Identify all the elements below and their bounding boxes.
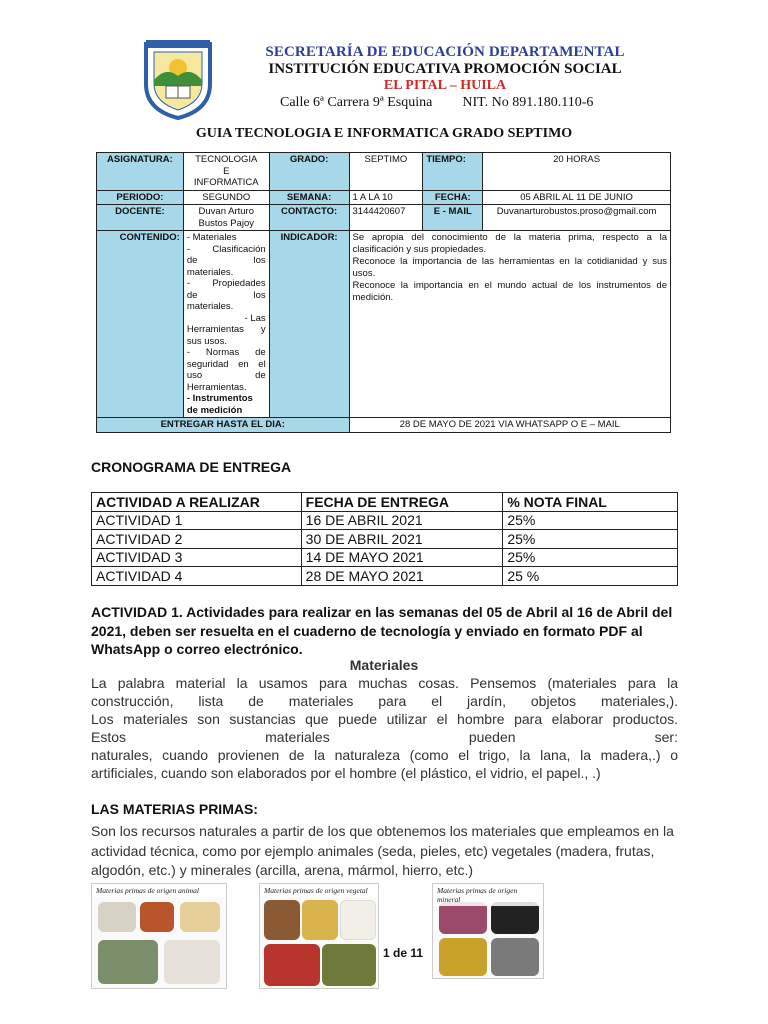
materiales-paragraph xyxy=(91,674,678,782)
fecha-label: FECHA: xyxy=(423,190,483,205)
contenido-label: CONTENIDO: xyxy=(97,231,184,418)
contenido-line-bold: de medición xyxy=(186,404,243,416)
contenido-line: Herramientas y xyxy=(186,324,266,335)
entregar-label: ENTREGAR HASTA EL DIA: xyxy=(97,418,350,433)
table-cell: ACTIVIDAD 1 xyxy=(92,511,302,530)
image-caption: Materias primas de origen vegetal xyxy=(260,884,378,897)
address-line xyxy=(280,95,593,111)
paragraph-line: construcción, lista de materiales para el jardín, objetos materiales,). xyxy=(91,693,678,709)
table-row xyxy=(92,567,678,586)
vegetal-raw-materials-image xyxy=(259,883,379,989)
contenido-line: - Propiedades xyxy=(186,278,266,289)
grado-label: GRADO: xyxy=(269,153,349,191)
table-row xyxy=(92,530,678,549)
table-cell: 14 DE MAYO 2021 xyxy=(301,548,503,567)
table-cell: 25% xyxy=(503,548,678,567)
semana-label: SEMANA: xyxy=(269,190,349,205)
materias-primas-heading: LAS MATERIAS PRIMAS: xyxy=(91,801,258,817)
paragraph-line: naturales, cuando provienen de la naturaleza (como el trigo, la lana, la madera,.) o xyxy=(91,747,678,763)
row-asignatura xyxy=(97,153,671,191)
contenido-line: materiales. xyxy=(186,266,234,278)
contacto-value: 3144420607 xyxy=(349,205,423,231)
contenido-line: de los xyxy=(186,255,266,266)
contenido-line: seguridad en el xyxy=(186,358,266,370)
contenido-line: - Normas de xyxy=(186,347,266,358)
cronograma-table xyxy=(91,492,678,586)
indicador-paragraph: Reconoce la importancia en el mundo actual de los instrumentos de medición. xyxy=(352,280,667,303)
institution-name: INSTITUCIÓN EDUCATIVA PROMOCIÓN SOCIAL xyxy=(268,61,622,77)
contenido-line: - Clasificación xyxy=(186,243,266,255)
tiempo-value: 20 HORAS xyxy=(483,153,671,191)
grado-value: SEPTIMO xyxy=(349,153,423,191)
row-entregar xyxy=(97,418,671,433)
guide-title: GUIA TECNOLOGIA E INFORMATICA GRADO SEPTIMO xyxy=(195,126,573,141)
nit-number: NIT. No 891.180.110-6 xyxy=(462,95,594,110)
page-number: 1 de 11 xyxy=(383,946,424,960)
table-cell: 25 % xyxy=(503,567,678,586)
course-info-table xyxy=(96,152,671,433)
contenido-line: - Materiales xyxy=(186,232,237,243)
asignatura-line: E xyxy=(223,165,230,177)
email-label: E - MAIL xyxy=(423,205,483,231)
paragraph-line: Los materiales son sustancias que puede utilizar el hombre para elaborar productos. xyxy=(91,711,678,727)
fecha-value: 05 ABRIL AL 11 DE JUNIO xyxy=(483,190,671,205)
docente-label: DOCENTE: xyxy=(97,205,184,231)
indicador-paragraph: Reconoce la importancia de las herramientas en la cotidianidad y sus usos. xyxy=(352,256,667,279)
periodo-value: SEGUNDO xyxy=(183,190,269,205)
table-cell: 30 DE ABRIL 2021 xyxy=(301,530,503,549)
image-caption: Materias primas de origen mineral xyxy=(433,884,543,906)
contenido-line: uso de xyxy=(186,370,266,381)
table-cell: ACTIVIDAD 2 xyxy=(92,530,302,549)
table-cell: 16 DE ABRIL 2021 xyxy=(301,511,503,530)
contenido-line: - Las xyxy=(244,312,266,324)
asignatura-label: ASIGNATURA: xyxy=(97,153,184,191)
table-cell: 25% xyxy=(503,511,678,530)
paragraph-line: Estos materiales pueden ser: xyxy=(91,729,678,745)
contacto-label: CONTACTO: xyxy=(269,205,349,231)
contenido-line: sus usos. xyxy=(186,335,227,347)
indicador-paragraph: Se apropia del conocimiento de la materia prima, respecto a la clasificación y sus propiedades. xyxy=(352,232,667,255)
asignatura-line: TECNOLOGIA xyxy=(195,154,258,165)
cronograma-header-row xyxy=(92,493,678,512)
address: Calle 6ª Carrera 9ª Esquina xyxy=(280,95,433,110)
materias-primas-paragraph: Son los recursos naturales a partir de los que obtenemos los materiales que empleamos en la actividad técnica, como por ejemplo animales (seda, pieles, etc) vegetales (madera, frutas, algodón, etc.) y minerales (arcilla, arena, mármol, hierro, etc.) xyxy=(91,823,674,878)
paragraph-line: La palabra material la usamos para muchas cosas. Pensemos (materiales para la xyxy=(91,675,678,691)
school-crest-logo xyxy=(140,40,216,120)
table-cell: ACTIVIDAD 3 xyxy=(92,548,302,567)
tiempo-label: TIEMPO: xyxy=(423,153,483,191)
docente-value xyxy=(183,205,269,231)
contenido-line: materiales. xyxy=(186,301,234,312)
cronograma-title: CRONOGRAMA DE ENTREGA xyxy=(91,459,292,475)
column-header: FECHA DE ENTREGA xyxy=(301,493,503,512)
asignatura-value xyxy=(183,153,269,191)
email-value: Duvanarturobustos.proso@gmail.com xyxy=(483,205,671,231)
column-header: % NOTA FINAL xyxy=(503,493,678,512)
mineral-raw-materials-image xyxy=(432,883,544,979)
indicador-label: INDICADOR: xyxy=(269,231,349,418)
table-cell: 28 DE MAYO 2021 xyxy=(301,567,503,586)
animal-raw-materials-image xyxy=(91,883,227,989)
contenido-line: Herramientas. xyxy=(186,381,247,393)
row-docente xyxy=(97,205,671,231)
materiales-heading: Materiales xyxy=(349,657,419,673)
table-row xyxy=(92,511,678,530)
asignatura-line: INFORMATICA xyxy=(193,177,259,188)
entregar-value: 28 DE MAYO DE 2021 VIA WHATSAPP O E – MAIL xyxy=(349,418,670,433)
row-contenido xyxy=(97,231,671,418)
docente-line: Bustos Pajoy xyxy=(198,217,254,229)
column-header: ACTIVIDAD A REALIZAR xyxy=(92,493,302,512)
indicador-text xyxy=(349,231,670,418)
city-name: EL PITAL – HUILA xyxy=(383,78,507,93)
row-periodo xyxy=(97,190,671,205)
secretaria-heading: SECRETARÍA DE EDUCACIÓN DEPARTAMENTAL xyxy=(265,44,625,60)
docente-line: Duvan Arturo xyxy=(198,206,254,217)
actividad-1-instructions: ACTIVIDAD 1. Actividades para realizar en las semanas del 05 de Abril al 16 de Abril del 2021, deben ser resuelta en el cuaderno de tecnología y enviado en formato PDF al WhatsApp o correo electrónico. xyxy=(91,604,673,657)
table-cell: ACTIVIDAD 4 xyxy=(92,567,302,586)
image-caption: Materias primas de origen animal xyxy=(92,884,226,897)
contenido-line: de los xyxy=(186,289,266,301)
table-row xyxy=(92,548,678,567)
table-cell: 25% xyxy=(503,530,678,549)
paragraph-line: artificiales, cuando son elaborados por el hombre (el plástico, el vidrio, el papel., .) xyxy=(91,765,601,781)
semana-value: 1 A LA 10 xyxy=(349,190,423,205)
periodo-label: PERIODO: xyxy=(97,190,184,205)
contenido-line-bold: - Instrumentos xyxy=(186,393,253,404)
contenido-list xyxy=(183,231,269,418)
